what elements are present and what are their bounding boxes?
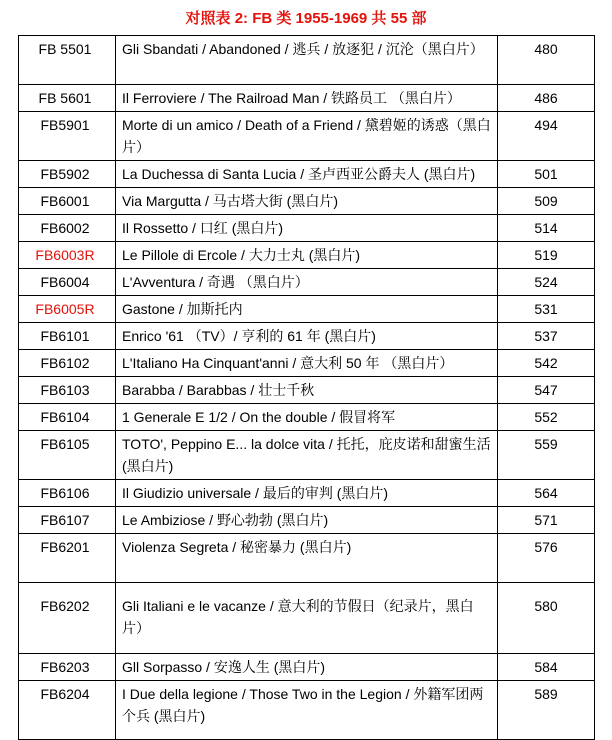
film-title: Gll Sorpasso / 安逸人生 (黑白片) bbox=[116, 654, 498, 681]
table-row bbox=[19, 161, 595, 188]
film-title: Gli Italiani e le vacanze / 意大利的节假日（纪录片，黑白片） bbox=[116, 583, 498, 654]
film-title: Barabba / Barabbas / 壮士千秋 bbox=[116, 377, 498, 404]
page-number: 564 bbox=[498, 480, 595, 507]
film-code: FB6103 bbox=[19, 377, 116, 404]
film-code: FB 5501 bbox=[19, 36, 116, 85]
table-row bbox=[19, 350, 595, 377]
film-code: FB6201 bbox=[19, 534, 116, 583]
film-code: FB6204 bbox=[19, 681, 116, 740]
table-row bbox=[19, 36, 595, 85]
film-title: TOTO', Peppino E... la dolce vita / 托托，庇皮诺和甜蜜生活 (黑白片) bbox=[116, 431, 498, 480]
film-title: 1 Generale E 1/2 / On the double / 假冒将军 bbox=[116, 404, 498, 431]
table-row bbox=[19, 681, 595, 740]
page-number: 547 bbox=[498, 377, 595, 404]
page-number: 480 bbox=[498, 36, 595, 85]
page-number: 571 bbox=[498, 507, 595, 534]
film-code: FB6104 bbox=[19, 404, 116, 431]
film-code: FB 5601 bbox=[19, 85, 116, 112]
film-code: FB5902 bbox=[19, 161, 116, 188]
film-title: Il Ferroviere / The Railroad Man / 铁路员工 （黑白片） bbox=[116, 85, 498, 112]
film-code: FB6003R bbox=[19, 242, 116, 269]
page-number: 559 bbox=[498, 431, 595, 480]
film-title: Il Rossetto / 口红 (黑白片) bbox=[116, 215, 498, 242]
film-title: I Due della legione / Those Two in the Legion / 外籍军团两个兵 (黑白片) bbox=[116, 681, 498, 740]
table-row bbox=[19, 431, 595, 480]
film-title: L'Avventura / 奇遇 （黑白片） bbox=[116, 269, 498, 296]
page-number: 494 bbox=[498, 112, 595, 161]
film-code: FB6004 bbox=[19, 269, 116, 296]
page-number: 542 bbox=[498, 350, 595, 377]
page-number: 509 bbox=[498, 188, 595, 215]
page-number: 576 bbox=[498, 534, 595, 583]
film-table bbox=[18, 35, 595, 740]
page-number: 537 bbox=[498, 323, 595, 350]
table-row bbox=[19, 507, 595, 534]
table-row bbox=[19, 404, 595, 431]
table-row bbox=[19, 583, 595, 654]
page-number: 584 bbox=[498, 654, 595, 681]
film-title: Le Ambiziose / 野心勃勃 (黑白片) bbox=[116, 507, 498, 534]
film-title: Gastone / 加斯托内 bbox=[116, 296, 498, 323]
table-row bbox=[19, 323, 595, 350]
film-code: FB6102 bbox=[19, 350, 116, 377]
film-code: FB6106 bbox=[19, 480, 116, 507]
table-row bbox=[19, 480, 595, 507]
page-number: 589 bbox=[498, 681, 595, 740]
film-code: FB6001 bbox=[19, 188, 116, 215]
page-number: 531 bbox=[498, 296, 595, 323]
page-number: 552 bbox=[498, 404, 595, 431]
table-row bbox=[19, 242, 595, 269]
page-number: 519 bbox=[498, 242, 595, 269]
film-title: Il Giudizio universale / 最后的审判 (黑白片) bbox=[116, 480, 498, 507]
film-code: FB6202 bbox=[19, 583, 116, 654]
table-row bbox=[19, 534, 595, 583]
page-number: 514 bbox=[498, 215, 595, 242]
film-code: FB6005R bbox=[19, 296, 116, 323]
film-title: Via Margutta / 马古塔大街 (黑白片) bbox=[116, 188, 498, 215]
film-code: FB5901 bbox=[19, 112, 116, 161]
film-title: Le Pillole di Ercole / 大力士丸 (黑白片) bbox=[116, 242, 498, 269]
page-number: 486 bbox=[498, 85, 595, 112]
film-title: Violenza Segreta / 秘密暴力 (黑白片) bbox=[116, 534, 498, 583]
table-row bbox=[19, 269, 595, 296]
film-code: FB6002 bbox=[19, 215, 116, 242]
film-title: L'Italiano Ha Cinquant'anni / 意大利 50 年 （黑白片） bbox=[116, 350, 498, 377]
film-code: FB6203 bbox=[19, 654, 116, 681]
table-row bbox=[19, 112, 595, 161]
table-row bbox=[19, 215, 595, 242]
table-row bbox=[19, 654, 595, 681]
table-title: 对照表 2: FB 类 1955-1969 共 55 部 bbox=[185, 10, 427, 27]
page-number: 501 bbox=[498, 161, 595, 188]
page-number: 580 bbox=[498, 583, 595, 654]
film-code: FB6107 bbox=[19, 507, 116, 534]
film-title: Gli Sbandati / Abandoned / 逃兵 / 放逐犯 / 沉沦（黑白片） bbox=[116, 36, 498, 85]
film-title: Morte di un amico / Death of a Friend / 黛碧姬的诱惑（黑白片） bbox=[116, 112, 498, 161]
film-code: FB6101 bbox=[19, 323, 116, 350]
table-row bbox=[19, 188, 595, 215]
table-row bbox=[19, 296, 595, 323]
table-row bbox=[19, 377, 595, 404]
film-code: FB6105 bbox=[19, 431, 116, 480]
film-title: Enrico '61 （TV）/ 亨利的 61 年 (黑白片) bbox=[116, 323, 498, 350]
film-title: La Duchessa di Santa Lucia / 圣卢西亚公爵夫人 (黑白片) bbox=[116, 161, 498, 188]
page-number: 524 bbox=[498, 269, 595, 296]
table-row bbox=[19, 85, 595, 112]
